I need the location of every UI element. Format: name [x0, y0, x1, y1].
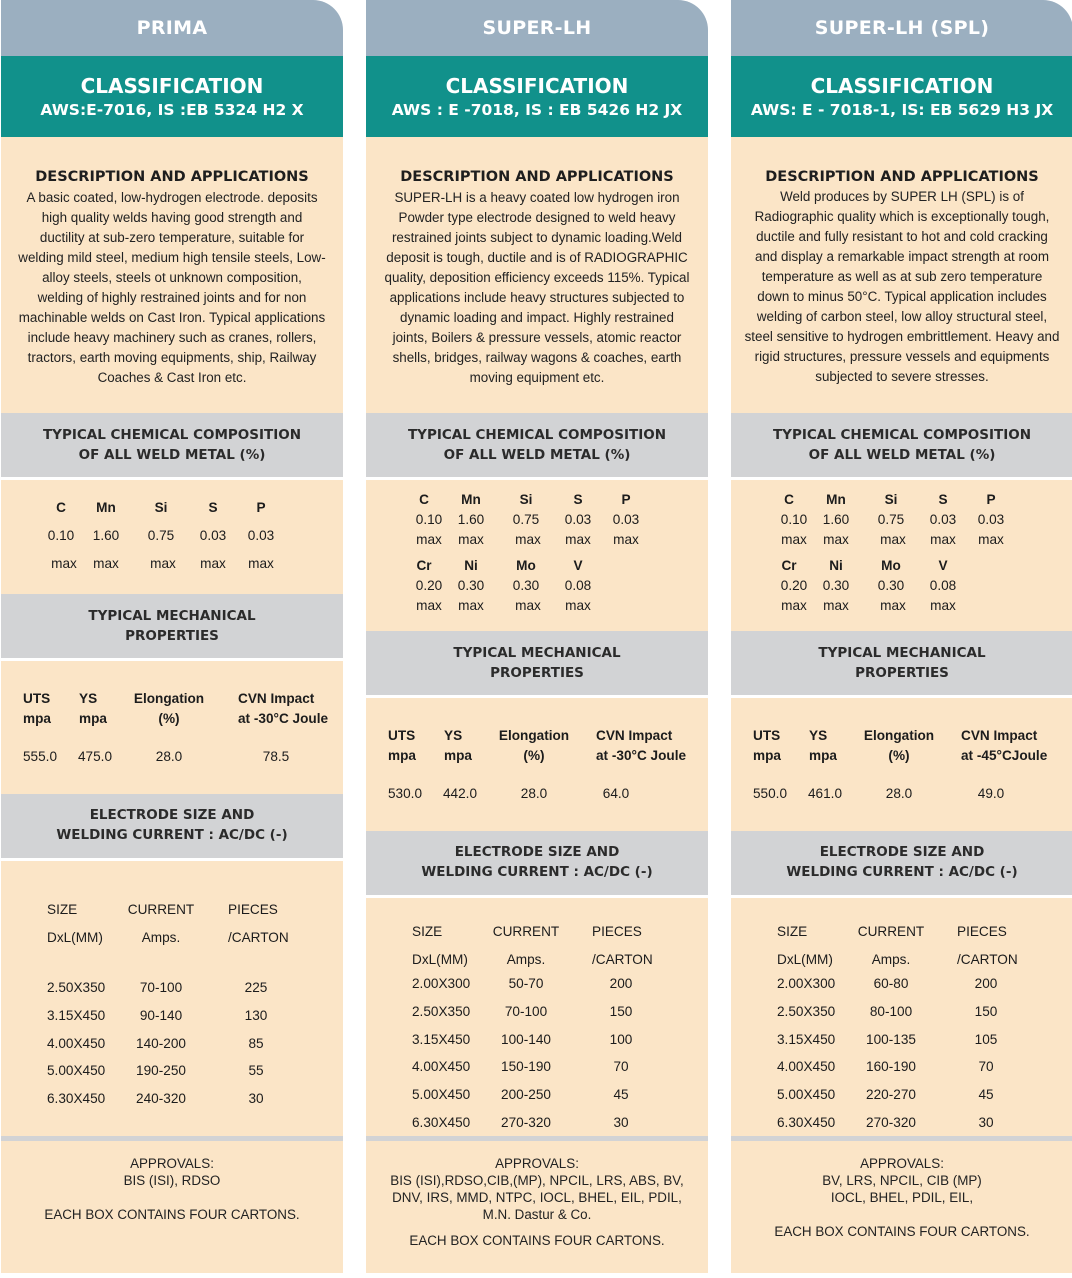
chem-limit: max: [458, 532, 484, 547]
chem-element: Ni: [464, 558, 478, 573]
size-table: SIZE DxL(MM) CURRENT Amps. PIECES /CARTON 2.00X300 50-70 200 2.50X350 70-100 150 3.15X450 100-140 100 4.00X450 150-190 70 5.00X450 200-250 45 6.30X450 270-320 30: [366, 898, 708, 1136]
mech-heading: [731, 631, 1072, 695]
size-header: SIZE DxL(MM): [777, 924, 833, 967]
approvals-section: [731, 1141, 1072, 1273]
chem-heading: [731, 413, 1072, 477]
description-line: tractors, earth moving equipments, ship, Railway: [27, 350, 317, 365]
chem-value: 1.60: [92, 528, 120, 543]
description-line: Powder type electrode designed to weld heavy: [398, 210, 676, 225]
approvals-section: [366, 1141, 708, 1273]
chem-heading-line: TYPICAL CHEMICAL COMPOSITION: [42, 427, 302, 443]
mech-value: 28.0: [520, 786, 548, 801]
classification-title: CLASSIFICATION: [810, 74, 994, 98]
chem-element: Si: [154, 500, 168, 515]
chem-value: 0.20: [415, 578, 443, 593]
size-heading: [1, 794, 343, 858]
description-line: steel sensitive to hydrogen embrittlement. Heavy and: [744, 329, 1060, 344]
mech-value: 461.0: [808, 786, 843, 801]
description-line: welding mild steel, medium high tensile steels, Low-: [18, 250, 326, 265]
mech-value: 475.0: [78, 749, 113, 764]
approvals-title: APPROVALS:: [130, 1156, 214, 1171]
size-header: PIECES /CARTON: [592, 924, 653, 967]
chem-heading-line: TYPICAL CHEMICAL COMPOSITION: [407, 427, 667, 443]
description-line: SUPER-LH is a heavy coated low hydrogen iron: [394, 190, 680, 205]
size-heading-line: ELECTRODE SIZE AND: [89, 807, 255, 823]
chem-element: Si: [884, 492, 898, 507]
mech-heading-line: PROPERTIES: [125, 628, 219, 644]
description-line: and display a remarkable impact strength at room: [755, 249, 1049, 264]
description-line: machinable welds on Cast Iron. Typical applications: [18, 310, 326, 325]
chem-value: 0.10: [47, 528, 75, 543]
mech-heading: [366, 631, 708, 695]
size-header: PIECES /CARTON: [957, 924, 1018, 967]
description-line: subjected to severe stresses.: [815, 369, 989, 384]
chem-limit: max: [416, 532, 442, 547]
description-line: ductility at sub-zero temperature, suitable for: [39, 230, 305, 245]
approvals-line: BIS (ISI), RDSO: [123, 1173, 221, 1188]
size-header: SIZE DxL(MM): [412, 924, 468, 967]
mech-value: 550.0: [753, 786, 788, 801]
chem-limit: max: [150, 556, 176, 571]
chem-heading-line: TYPICAL CHEMICAL COMPOSITION: [772, 427, 1032, 443]
approvals-line: M.N. Dastur & Co.: [482, 1207, 592, 1222]
chem-element: V: [573, 558, 583, 573]
chem-table: [366, 480, 708, 631]
mech-table: [1, 661, 343, 794]
description-section: [1, 137, 343, 413]
box-note: EACH BOX CONTAINS FOUR CARTONS.: [409, 1233, 665, 1248]
chem-limit: max: [978, 532, 1004, 547]
chem-value: 0.03: [564, 512, 592, 527]
chem-value: 0.30: [822, 578, 850, 593]
chem-limit: max: [51, 556, 77, 571]
size-heading: [731, 831, 1072, 895]
product-card-prima: [1, 0, 343, 1273]
chem-element: C: [419, 492, 429, 507]
chem-limit: max: [930, 532, 956, 547]
mech-header: CVN Impact at -30°C Joule: [596, 728, 687, 763]
mech-heading-line: PROPERTIES: [490, 665, 584, 681]
chem-limit: max: [458, 598, 484, 613]
mech-header: YS mpa: [809, 728, 837, 763]
chem-element: P: [621, 492, 631, 507]
size-header: CURRENT Amps.: [127, 902, 195, 945]
chem-value: 0.08: [564, 578, 592, 593]
chem-limit: max: [200, 556, 226, 571]
approvals-title: APPROVALS:: [495, 1156, 579, 1171]
chem-element: Mo: [881, 558, 901, 573]
description-heading: DESCRIPTION AND APPLICATIONS: [765, 169, 1039, 185]
chem-limit: max: [823, 598, 849, 613]
chem-limit: max: [515, 532, 541, 547]
mech-heading-line: TYPICAL MECHANICAL: [818, 645, 986, 661]
classification-title: CLASSIFICATION: [80, 74, 264, 98]
chem-value: 0.08: [929, 578, 957, 593]
mech-value: 28.0: [885, 786, 913, 801]
chem-value: 0.10: [415, 512, 443, 527]
classification-panel: [1, 56, 343, 137]
chem-value: 1.60: [822, 512, 850, 527]
size-heading-line: WELDING CURRENT : AC/DC (-): [421, 864, 653, 880]
size-table: SIZE DxL(MM) CURRENT Amps. PIECES /CARTON 2.50X350 70-100 225 3.15X450 90-140 130 4.00X450 140-200 85 5.00X450 190-250 55 6.30X450 240-320 30: [1, 861, 343, 1136]
chem-limit: max: [823, 532, 849, 547]
chem-element: S: [938, 492, 948, 507]
mech-value: 555.0: [23, 749, 58, 764]
size-table: SIZE DxL(MM) CURRENT Amps. PIECES /CARTON 2.00X300 60-80 200 2.50X350 80-100 150 3.15X450 100-135 105 4.00X450 160-190 70 5.00X450 220-270 45 6.30X450 270-320 30: [731, 898, 1072, 1136]
chem-value: 0.03: [977, 512, 1005, 527]
chem-element: Cr: [781, 558, 797, 573]
chem-limit: max: [613, 532, 639, 547]
chem-element: Cr: [416, 558, 432, 573]
chem-heading-line: OF ALL WELD METAL (%): [443, 447, 631, 463]
chem-heading: [366, 413, 708, 477]
description-line: joints, Boilers & pressure vessels, atomic reactor: [392, 330, 682, 345]
mech-header: YS mpa: [444, 728, 472, 763]
chem-element: V: [938, 558, 948, 573]
chem-limit: max: [880, 598, 906, 613]
chem-value: 0.03: [247, 528, 275, 543]
mech-value: 64.0: [602, 786, 630, 801]
description-heading: DESCRIPTION AND APPLICATIONS: [35, 169, 309, 185]
description-line: down to minus 50°C. Typical application includes: [757, 289, 1047, 304]
chem-element: Mo: [516, 558, 536, 573]
chem-element: Mn: [96, 500, 116, 515]
size-header: PIECES /CARTON: [228, 902, 289, 945]
chem-element: Mn: [461, 492, 481, 507]
mech-heading-line: PROPERTIES: [855, 665, 949, 681]
chem-limit: max: [565, 532, 591, 547]
description-line: ductile and fully resistant to hot and cold cracking: [756, 229, 1048, 244]
chem-value: 0.30: [457, 578, 485, 593]
size-heading-line: ELECTRODE SIZE AND: [819, 844, 985, 860]
description-line: include heavy machinery such as cranes, rollers,: [27, 330, 317, 345]
chem-limit: max: [880, 532, 906, 547]
size-heading: [366, 831, 708, 895]
chem-limit: max: [93, 556, 119, 571]
description-line: Weld produces by SUPER LH (SPL) is of: [780, 189, 1024, 204]
chem-value: 0.03: [612, 512, 640, 527]
product-card-super-lh-spl: [731, 0, 1072, 1273]
mech-header: Elongation (%): [863, 728, 935, 763]
size-heading-line: ELECTRODE SIZE AND: [454, 844, 620, 860]
mech-table: [366, 698, 708, 831]
chem-value: 1.60: [457, 512, 485, 527]
mech-header: Elongation (%): [133, 691, 205, 726]
mech-header: Elongation (%): [498, 728, 570, 763]
chem-limit: max: [781, 598, 807, 613]
approvals-line: IOCL, BHEL, PDIL, EIL,: [830, 1190, 974, 1205]
chem-element: Mn: [826, 492, 846, 507]
classification-code: AWS: E - 7018-1, IS: EB 5629 H3 JX: [750, 101, 1054, 119]
size-header: CURRENT Amps.: [857, 924, 925, 967]
mech-table: [731, 698, 1072, 831]
chem-limit: max: [930, 598, 956, 613]
size-heading-line: WELDING CURRENT : AC/DC (-): [56, 827, 288, 843]
description-line: shells, bridges, railway wagons & coaches, earth: [392, 350, 682, 365]
size-header: CURRENT Amps.: [492, 924, 560, 967]
mech-value: 442.0: [443, 786, 478, 801]
size-header: SIZE DxL(MM): [47, 902, 103, 945]
chem-value: 0.03: [929, 512, 957, 527]
description-line: moving equipment etc.: [469, 370, 605, 385]
chem-value: 0.10: [780, 512, 808, 527]
chem-heading-line: OF ALL WELD METAL (%): [78, 447, 266, 463]
chem-value: 0.30: [512, 578, 540, 593]
description-section: [366, 137, 708, 413]
approvals-line: BIS (ISI),RDSO,CIB,(MP), NPCIL, LRS, ABS, BV,: [390, 1173, 684, 1188]
approvals-section: [1, 1141, 343, 1273]
chem-element: Ni: [829, 558, 843, 573]
description-line: Coaches & Cast Iron etc.: [97, 370, 247, 385]
mech-heading-line: TYPICAL MECHANICAL: [88, 608, 256, 624]
classification-panel: [366, 56, 708, 137]
product-tab: SUPER-LH (SPL): [731, 0, 1072, 56]
classification-code: AWS:E-7016, IS :EB 5324 H2 X: [40, 101, 304, 119]
size-heading-line: WELDING CURRENT : AC/DC (-): [786, 864, 1018, 880]
approvals-line: DNV, IRS, MMD, NTPC, IOCL, BHEL, EIL, PDIL,: [392, 1190, 682, 1205]
mech-header: UTS mpa: [23, 691, 51, 726]
chem-element: C: [56, 500, 66, 515]
description-heading: DESCRIPTION AND APPLICATIONS: [400, 169, 674, 185]
chem-element: C: [784, 492, 794, 507]
chem-limit: max: [781, 532, 807, 547]
description-line: deposit is tough, ductile and is of RADIOGRAPHIC: [386, 250, 688, 265]
description-line: restrained joints subject to dynamic loading.Weld: [391, 230, 683, 245]
approvals-title: APPROVALS:: [860, 1156, 944, 1171]
description-section: [731, 137, 1072, 413]
chem-limit: max: [565, 598, 591, 613]
mech-header: YS mpa: [79, 691, 107, 726]
chem-table: [731, 480, 1072, 631]
mech-value: 28.0: [155, 749, 183, 764]
chem-value: 0.30: [877, 578, 905, 593]
box-note: EACH BOX CONTAINS FOUR CARTONS.: [774, 1224, 1030, 1239]
mech-header: CVN Impact at -30°C Joule: [238, 691, 329, 726]
mech-header: CVN Impact at -45°CJoule: [961, 728, 1048, 763]
mech-header: UTS mpa: [388, 728, 416, 763]
chem-element: S: [573, 492, 583, 507]
mech-heading: [1, 594, 343, 658]
chem-value: 0.75: [512, 512, 540, 527]
chem-element: S: [208, 500, 218, 515]
description-line: applications include heavy structures subjected to: [389, 290, 685, 305]
chem-value: 0.20: [780, 578, 808, 593]
approvals-line: BV, LRS, NPCIL, CIB (MP): [822, 1173, 982, 1188]
chem-value: 0.75: [147, 528, 175, 543]
description-line: Radiographic quality which is exceptionally tough,: [754, 209, 1050, 224]
mech-header: UTS mpa: [753, 728, 781, 763]
description-line: quality, deposition efficiency exceeds 115%. Typical: [384, 270, 690, 285]
chem-limit: max: [248, 556, 274, 571]
chem-element: P: [256, 500, 266, 515]
description-line: A basic coated, low-hydrogen electrode. deposits: [26, 190, 318, 205]
product-tab: PRIMA: [1, 0, 343, 56]
chem-heading-line: OF ALL WELD METAL (%): [808, 447, 996, 463]
mech-value: 530.0: [388, 786, 423, 801]
description-line: dynamic loading and impact. Highly restrained: [400, 310, 674, 325]
chem-heading: [1, 413, 343, 477]
classification-code: AWS : E -7018, IS : EB 5426 H2 JX: [391, 101, 683, 119]
chem-element: P: [986, 492, 996, 507]
description-line: temperature as well as at sub zero temperature: [761, 269, 1043, 284]
description-line: welding of carbon steel, low alloy structural steel,: [756, 309, 1048, 324]
chem-value: 0.75: [877, 512, 905, 527]
description-line: high quality welds having good strength and: [41, 210, 303, 225]
description-line: welding of highly restrained joints and for non: [37, 290, 307, 305]
chem-element: Si: [519, 492, 533, 507]
description-line: rigid structures, pressure vessels and equipments: [754, 349, 1050, 364]
classification-panel: [731, 56, 1072, 137]
mech-value: 78.5: [262, 749, 290, 764]
chem-table: [1, 480, 343, 594]
mech-value: 49.0: [977, 786, 1005, 801]
product-card-super-lh: [366, 0, 708, 1273]
chem-value: 0.03: [199, 528, 227, 543]
description-line: alloy steels, steels ot unknown composition,: [42, 270, 302, 285]
chem-limit: max: [515, 598, 541, 613]
chem-limit: max: [416, 598, 442, 613]
mech-heading-line: TYPICAL MECHANICAL: [453, 645, 621, 661]
product-tab: SUPER-LH: [366, 0, 708, 56]
box-note: EACH BOX CONTAINS FOUR CARTONS.: [44, 1207, 300, 1222]
classification-title: CLASSIFICATION: [445, 74, 629, 98]
